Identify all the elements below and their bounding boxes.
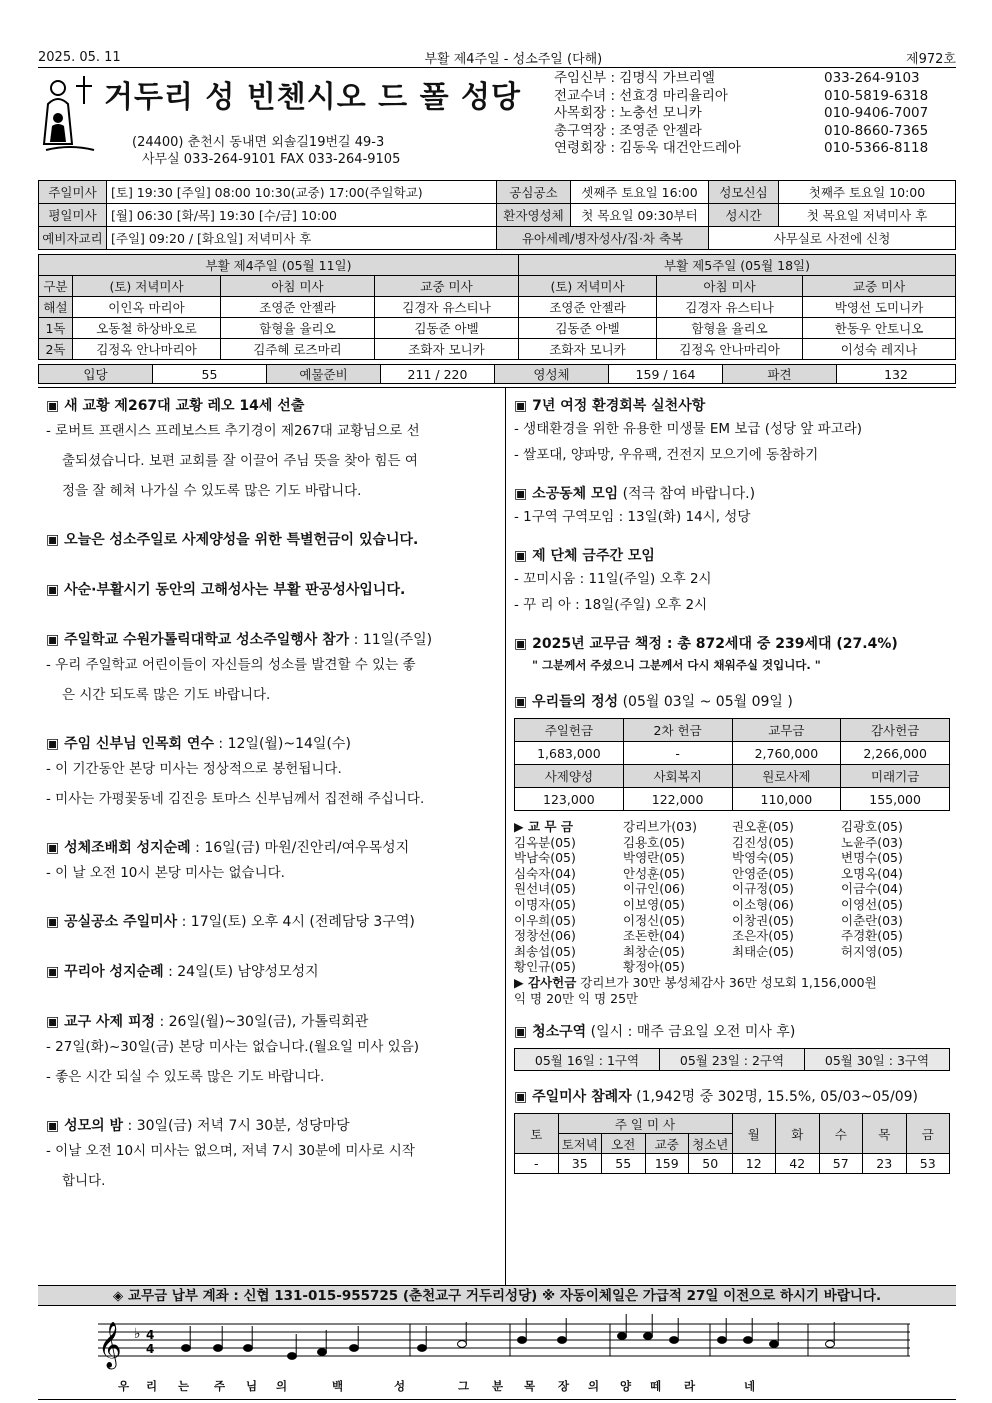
lyric-syllable: 양 xyxy=(620,1379,632,1393)
announcements xyxy=(38,388,956,1286)
svg-text:4: 4 xyxy=(146,1328,155,1342)
table-row: 평일미사 [월] 06:30 [화/목] 19:30 [수/금] 10:00 환자영성체 첫 목요일 09:30부터 성시간 첫 목요일 저녁미사 후 xyxy=(39,204,956,227)
list-item: 변명수(05) xyxy=(841,850,903,866)
lyric-syllable: 분 xyxy=(492,1379,504,1393)
offering-table: 주일헌금 2차 헌금 교무금 감사헌금 1,683,000 - 2,760,000 2,266,000 사제양성 사회복지 원로사제 미래기금 123,000 122,000 110,000 155,000 xyxy=(514,718,950,811)
lyric-syllable: 목 xyxy=(524,1379,536,1393)
list-item: 조돈한(04) xyxy=(623,928,685,944)
lyric-syllable: 는 xyxy=(178,1379,190,1393)
announcement: ▣ 소공동체 모임 (적극 참여 바랍니다.) - 1구역 구역모임 : 13일(화) 14시, 성당 xyxy=(514,486,756,525)
note-head xyxy=(618,1333,627,1340)
right-column xyxy=(506,388,956,1285)
note-head xyxy=(558,1337,567,1344)
list-item: 심숙자(04) xyxy=(514,865,576,881)
table-row: 부활 제4주일 (05월 11일) 부활 제5주일 (05월 18일) xyxy=(39,255,956,276)
list-item: 황정아(05) xyxy=(623,959,685,975)
payment-account-footer: ◈ 교무금 납부 계좌 : 신협 131-015-955725 (춘천교구 거두리성당) ※ 자동이체일은 가급적 27일 이전으로 하시기 바랍니다. xyxy=(38,1286,956,1306)
hymn-lyrics xyxy=(118,1378,784,1394)
announcement: ▣ 꾸리아 성지순례 : 24일(토) 남양성모성지 xyxy=(46,964,319,980)
list-item: 허지영(05) xyxy=(841,943,903,959)
lyric-syllable: 의 xyxy=(588,1379,600,1393)
mass-schedule-table xyxy=(38,180,956,250)
liturgical-title: 부활 제4주일 - 성소주일 (다해) xyxy=(424,52,603,67)
svg-text:4: 4 xyxy=(146,1342,155,1356)
svg-text:𝄞: 𝄞 xyxy=(98,1322,122,1368)
music-staff xyxy=(38,1314,956,1400)
note-head xyxy=(318,1349,327,1356)
readers-table xyxy=(38,254,956,360)
list-item: 권오훈(05) xyxy=(732,819,794,834)
announcement: ▣ 성모의 밤 : 30일(금) 저녁 7시 30분, 성당마당 - 이날 오전 10시 미사는 없으며, 저녁 7시 30분에 미사로 시작 합니다. xyxy=(46,1118,415,1189)
lyric-syllable: 네 xyxy=(744,1379,756,1393)
note-head xyxy=(744,1337,753,1344)
lyric-syllable: 그 xyxy=(458,1379,470,1393)
list-item: 김용호(05) xyxy=(623,834,685,850)
announcement: ▣ 오늘은 성소주일로 사제양성을 위한 특별헌금이 있습니다. xyxy=(46,532,419,548)
contact-row: 주임신부 : 김명식 가브리엘 033-264-9103 xyxy=(554,70,920,86)
lyric-syllable: 님 xyxy=(246,1379,258,1393)
table-row: 1독 오동철 하상바오로 함형율 율리오 김동준 아벨 김동준 아벨 함형율 율리오 한동우 안토니오 xyxy=(39,318,956,339)
lyric-syllable: 리 xyxy=(146,1379,158,1393)
list-item: 오명옥(04) xyxy=(841,865,903,881)
list-item: 조은자(05) xyxy=(732,928,794,944)
issue-number: 제972호 xyxy=(906,52,956,67)
announcement: ▣ 새 교황 제267대 교황 레오 14세 선출 - 로버트 프랜시스 프레보스트 추기경이 제267대 교황님으로 선 출되셨습니다. 보편 교회를 잘 이끌어 주님 뜻을 찾아 힘든 여 정을 잘 헤쳐 나가실 수 있도록 많은 기도 바랍니다. xyxy=(46,398,420,499)
left-column xyxy=(38,388,506,1285)
list-item: 강리브가(03) xyxy=(623,819,697,834)
list-item: 원선녀(05) xyxy=(514,881,576,897)
table-row: 입당 55 예물준비 211 / 220 영성체 159 / 164 파견 132 xyxy=(39,365,956,384)
contact-row: 연령회장 : 김동욱 대건안드레아 010-5366-8118 xyxy=(554,140,929,157)
note-head xyxy=(826,1341,835,1348)
bulletin-page xyxy=(38,48,956,1400)
list-item: 최창순(05) xyxy=(623,943,685,959)
list-item: 김광호(05) xyxy=(841,819,903,834)
list-item: 최송섭(05) xyxy=(514,943,576,959)
list-item: 안성훈(05) xyxy=(623,865,685,881)
note-head xyxy=(718,1337,727,1344)
list-item: 최태순(05) xyxy=(732,943,794,959)
list-item: 이영선(05) xyxy=(841,896,903,912)
lyric-syllable: 장 xyxy=(558,1379,570,1393)
announcement: ▣ 사순·부활시기 동안의 고해성사는 부활 판공성사입니다. xyxy=(46,582,406,598)
note-head xyxy=(288,1353,297,1360)
announcement: ▣ 주임 신부님 인목회 연수 : 12일(월)~14일(수) - 이 기간동안 본당 미사는 정상적으로 봉헌됩니다. - 미사는 가평꽃동네 김진응 토마스 신부님께서 집전해 주십니다. xyxy=(46,736,425,807)
lyric-syllable: 라 xyxy=(684,1379,696,1393)
svg-text:♭: ♭ xyxy=(134,1326,141,1342)
announcement: ▣ 공실공소 주일미사 : 17일(토) 오후 4시 (전례담당 3구역) xyxy=(46,914,415,930)
lyric-syllable: 의 xyxy=(276,1379,288,1393)
attendance-section: ▣ 주일미사 참례자 (1,942명 중 302명, 15.5%, 05/03~05/09) 토 주 일 미 사 월 화 수 목 금 토저녁 오전 교중 청소년 - 35 55 159 50 12 42 57 23 53 xyxy=(514,1087,950,1174)
list-item: 정창선(06) xyxy=(514,928,576,944)
table-row: 2독 김정옥 안나마리아 김주혜 로즈마리 조화자 모니카 조화자 모니카 김정옥 안나마리아 이성숙 레지나 xyxy=(39,339,956,360)
list-item: 주경환(05) xyxy=(841,928,903,944)
contact-list xyxy=(554,70,928,158)
list-item: 이우희(05) xyxy=(514,912,576,928)
church-address xyxy=(132,134,400,168)
church-logo-icon xyxy=(42,74,98,158)
top-line xyxy=(38,48,956,68)
note-head xyxy=(770,1341,779,1348)
header xyxy=(38,68,956,180)
list-item: 이보영(05) xyxy=(623,896,685,912)
staff-notation-icon xyxy=(38,1314,956,1374)
note-head xyxy=(458,1341,467,1348)
issue-date: 2025. 05. 11 xyxy=(38,50,121,65)
list-item: 이규인(06) xyxy=(623,881,685,897)
list-item: 박영숙(05) xyxy=(732,850,794,866)
lyric-syllable: 우 xyxy=(118,1379,130,1393)
offering-section: ▣ 우리들의 정성 (05월 03일 ~ 05월 09일 ) 주일헌금 2차 헌금 교무금 감사헌금 1,683,000 - 2,760,000 2,266,000 사제양성 사회복지 원로사제 미래기금 123,000 122,000 110,000 155,000 xyxy=(514,692,950,811)
list-item: 황인규(05) xyxy=(514,959,576,975)
postal-address: (24400) 춘천시 동내면 외솔길19번길 49-3 xyxy=(132,135,385,150)
list-item: 노윤주(03) xyxy=(841,834,903,850)
table-row: 주일미사 [토] 19:30 [주일] 08:00 10:30(교중) 17:00(주일학교) 공심공소 셋째주 토요일 16:00 성모신심 첫째주 토요일 10:00 xyxy=(39,181,956,204)
list-item: 김진성(05) xyxy=(732,834,794,850)
contact-row: 전교수녀 : 선효경 마리율리아 010-5819-6318 xyxy=(554,87,929,104)
office-phone: 사무실 033-264-9101 FAX 033-264-9105 xyxy=(142,152,401,167)
announcement: ▣ 7년 여정 환경회복 실천사항 - 생태환경을 위한 유용한 미생물 EM 보급 (성당 앞 파고라) - 쌀포대, 양파망, 우유팩, 건전지 모으기에 동참하기 xyxy=(514,398,863,463)
list-item: 이정신(05) xyxy=(623,912,685,928)
church-name: 거두리 성 빈첸시오 드 폴 성당 xyxy=(104,80,521,115)
list-item: 안영준(05) xyxy=(732,865,794,881)
table-row: 해설 이인옥 마리아 조영준 안젤라 김경자 유스티나 조영준 안젤라 김경자 유스티나 박영선 도미니카 xyxy=(39,297,956,318)
note-head xyxy=(644,1333,653,1340)
note-head xyxy=(214,1345,223,1352)
announcement: ▣ 성체조배회 성지순례 : 16일(금) 마원/진안리/여우목성지 - 이 날 오전 10시 본당 미사는 없습니다. xyxy=(46,840,410,881)
note-head xyxy=(182,1345,191,1352)
list-item: 이규정(05) xyxy=(732,881,794,897)
note-head xyxy=(418,1345,427,1352)
note-head xyxy=(518,1337,527,1344)
list-item: 이명자(05) xyxy=(514,896,576,912)
list-item: 이창권(05) xyxy=(732,912,794,928)
contact-row: 총구역장 : 조영준 안젤라 010-8660-7365 xyxy=(554,122,929,139)
list-item: 이춘란(03) xyxy=(841,912,903,928)
dues-name-list: ▶ 교 무 금 강리브가(03) 권오훈(05) 김광호(05) 김옥분(05) 김용호(05) 김진성(05) 노윤주(03) 박남숙(05) 박영란(05) 박영숙(05) 변명수(05) 심숙자(04) 안성훈(05) 안영준(05) 오명옥(04) 원선녀(05) 이규인(06) 이규정(05) 이금수(04) 이명자(05) 이보영(05) 이소형(06) 이영선(05) 이우희(05) 이정신(05) 이창권(05) 이춘란(03) 정창선(06) 조돈한(04) 조은자(05) 주경환(05) 최송섭(05) 최창순(05) 최태순(05) 허지영(05) 황인규(05) 황정아(05) ▶ 감사헌금 강리브가 30만 봉성체감사 36만 성모회 1,156,000원 익 명 20만 익 명 25만 xyxy=(514,819,950,1006)
announcement: ▣ 2025년 교무금 책정 : 총 872세대 중 239세대 (27.4%) " 그분께서 주셨으니 그분께서 다시 채워주실 것입니다. " xyxy=(514,636,898,672)
announcement: ▣ 교구 사제 피정 : 26일(월)~30일(금), 가톨릭회관 - 27일(화)~30일(금) 본당 미사는 없습니다.(월요일 미사 있음) - 좋은 시간 되실 수 있도록 많은 기도 바랍니다. xyxy=(46,1014,419,1085)
mass-stats-table xyxy=(38,364,956,384)
list-item: 이소형(06) xyxy=(732,896,794,912)
cleaning-table: 05월 16일 : 1구역 05월 23일 : 2구역 05월 30일 : 3구역 xyxy=(514,1048,950,1071)
note-head xyxy=(350,1345,359,1352)
table-header-row: 구분 (토) 저녁미사 아침 미사 교중 미사 (토) 저녁미사 아침 미사 교중 미사 xyxy=(39,276,956,297)
attendance-table: 토 주 일 미 사 월 화 수 목 금 토저녁 오전 교중 청소년 - 35 55 159 50 12 42 57 23 53 xyxy=(514,1113,950,1174)
lyric-syllable: 주 xyxy=(214,1379,226,1393)
dues-label: ▶ 교 무 금 xyxy=(514,819,573,834)
announcement: ▣ 주일학교 수원가톨릭대학교 성소주일행사 참가 : 11일(주일) - 우리 주일학교 어린이들이 자신들의 성소를 발견할 수 있는 좋 은 시간 되도록 많은 기도 바랍니다. xyxy=(46,632,433,703)
announcement: ▣ 제 단체 금주간 모임 - 꼬미시움 : 11일(주일) 오후 2시 - 꾸 리 아 : 18일(주일) 오후 2시 xyxy=(514,548,712,613)
lyric-syllable: 백 xyxy=(332,1379,344,1393)
list-item: 김옥분(05) xyxy=(514,834,576,850)
lyric-syllable: 성 xyxy=(394,1379,406,1393)
note-head xyxy=(670,1337,679,1344)
contact-row: 사목회장 : 노충선 모니카 010-9406-7007 xyxy=(554,105,929,122)
list-item: 박남숙(05) xyxy=(514,850,576,866)
table-row: 예비자교리 [주일] 09:20 / [화요일] 저녁미사 후 유아세례/병자성사/집·차 축복 사무실로 사전에 신청 xyxy=(39,227,956,250)
list-item: 이금수(04) xyxy=(841,881,903,897)
note-head xyxy=(244,1345,253,1352)
cleaning-section: ▣ 청소구역 (일시 : 매주 금요일 오전 미사 후) 05월 16일 : 1구역 05월 23일 : 2구역 05월 30일 : 3구역 xyxy=(514,1022,950,1071)
list-item: 박영란(05) xyxy=(623,850,685,866)
lyric-syllable: 떼 xyxy=(650,1379,662,1393)
